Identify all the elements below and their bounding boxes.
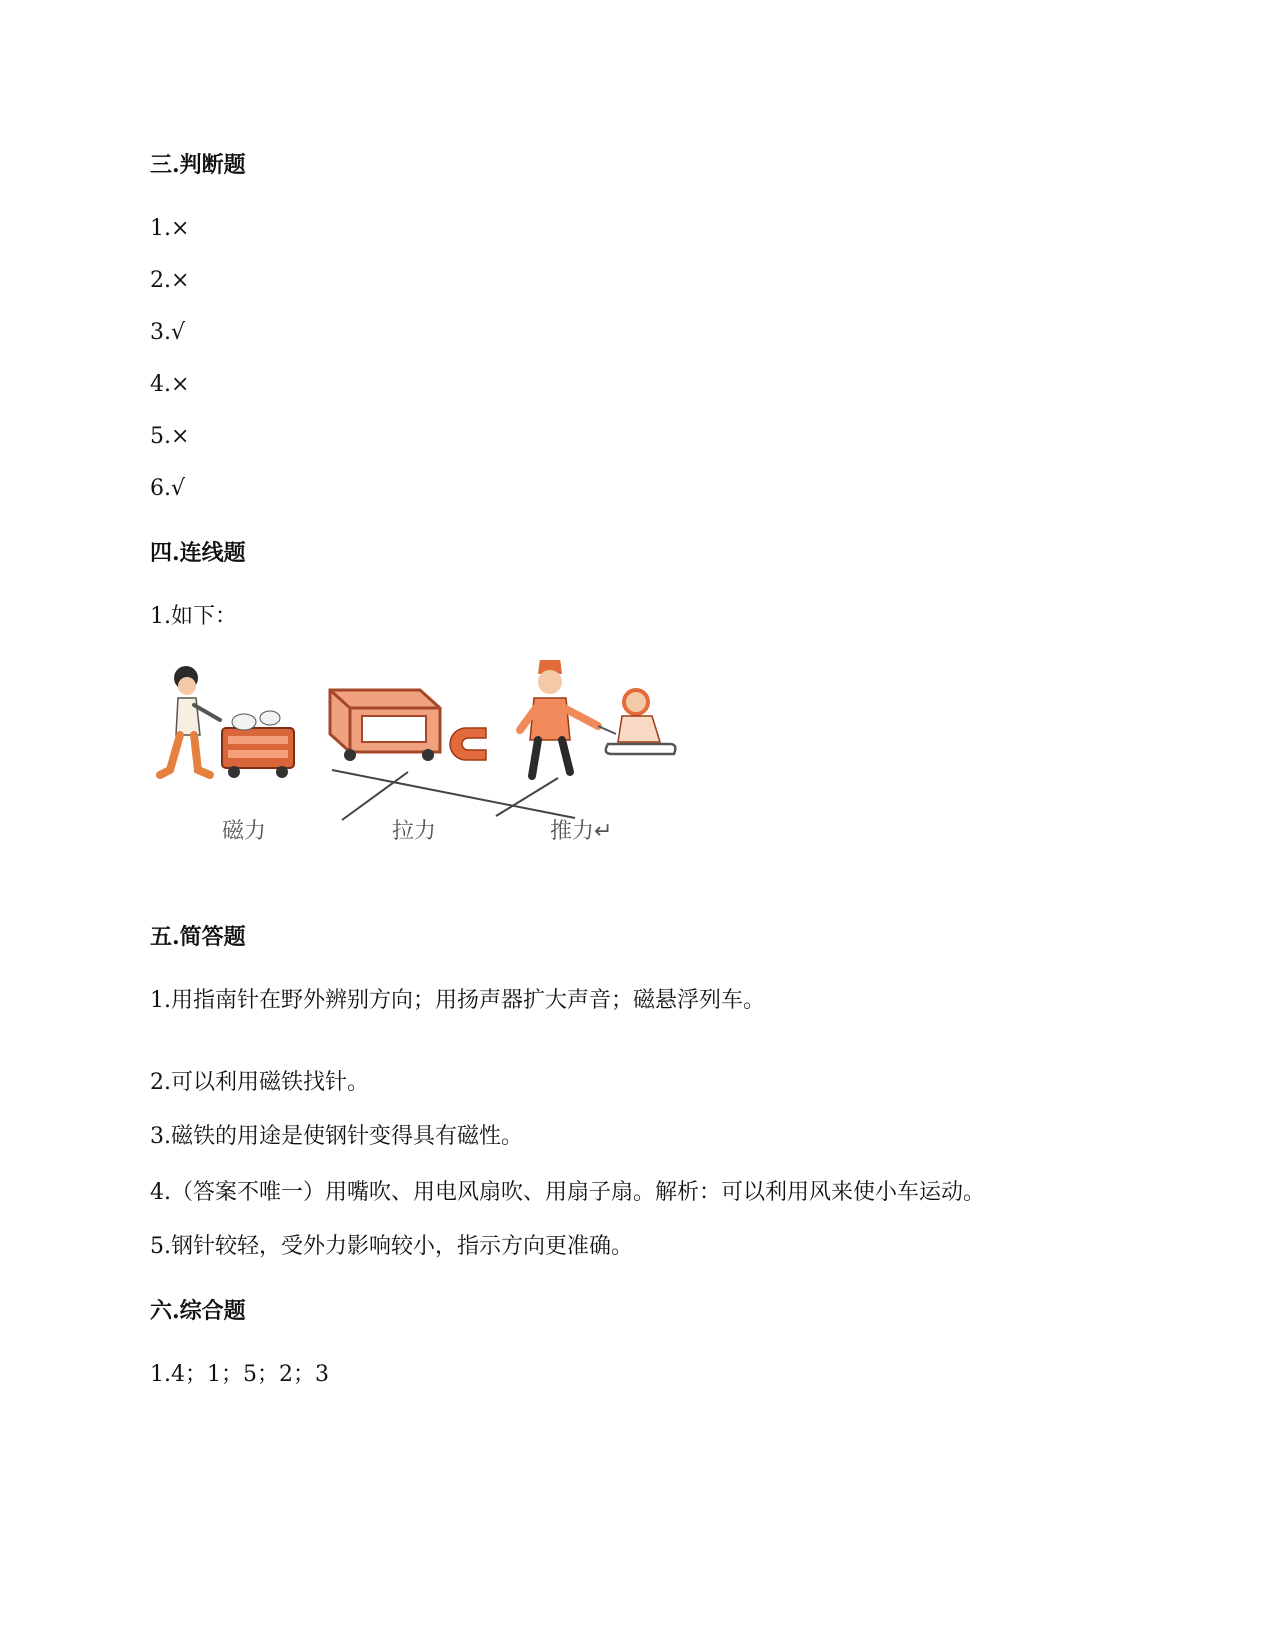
section-6-title: 六.综合题 [150, 1298, 246, 1324]
section-3-item: 5.× [150, 424, 190, 449]
section-3-item: 1.× [150, 216, 190, 241]
section-3-item: 2.× [150, 268, 190, 293]
figure-label: 磁力 [222, 819, 267, 844]
section-5-title: 五.简答题 [150, 924, 246, 950]
figure-label: 推力↵ [550, 819, 613, 844]
section-3-item: 4.× [150, 372, 190, 397]
section-5-item: 3.磁铁的用途是使钢针变得具有磁性。 [150, 1124, 523, 1149]
boy-pushing-cart-illustration [160, 666, 294, 778]
section-3-title: 三.判断题 [150, 152, 246, 178]
section-3-item: 6.√ [150, 476, 186, 501]
cart-and-magnet-illustration [330, 690, 486, 761]
section-3-item: 3.√ [150, 320, 186, 345]
child-pulling-sled-illustration [520, 660, 675, 776]
section-6-item: 1.4；1；5；2；3 [150, 1362, 329, 1387]
section-5-item: 2.可以利用磁铁找针。 [150, 1070, 369, 1095]
section-5-item: 1.用指南针在野外辨别方向；用扬声器扩大声音；磁悬浮列车。 [150, 988, 765, 1013]
matching-illustration [150, 660, 710, 860]
matching-lines [332, 770, 575, 820]
section-5-item: 4.（答案不唯一）用嘴吹、用电风扇吹、用扇子扇。解析：可以利用风来使小车运动。 [150, 1180, 985, 1205]
section-4-item: 1.如下： [150, 604, 237, 629]
section-4-title: 四.连线题 [150, 540, 246, 566]
section-5-item: 5.钢针较轻，受外力影响较小，指示方向更准确。 [150, 1234, 633, 1259]
figure-label: 拉力 [392, 819, 437, 844]
